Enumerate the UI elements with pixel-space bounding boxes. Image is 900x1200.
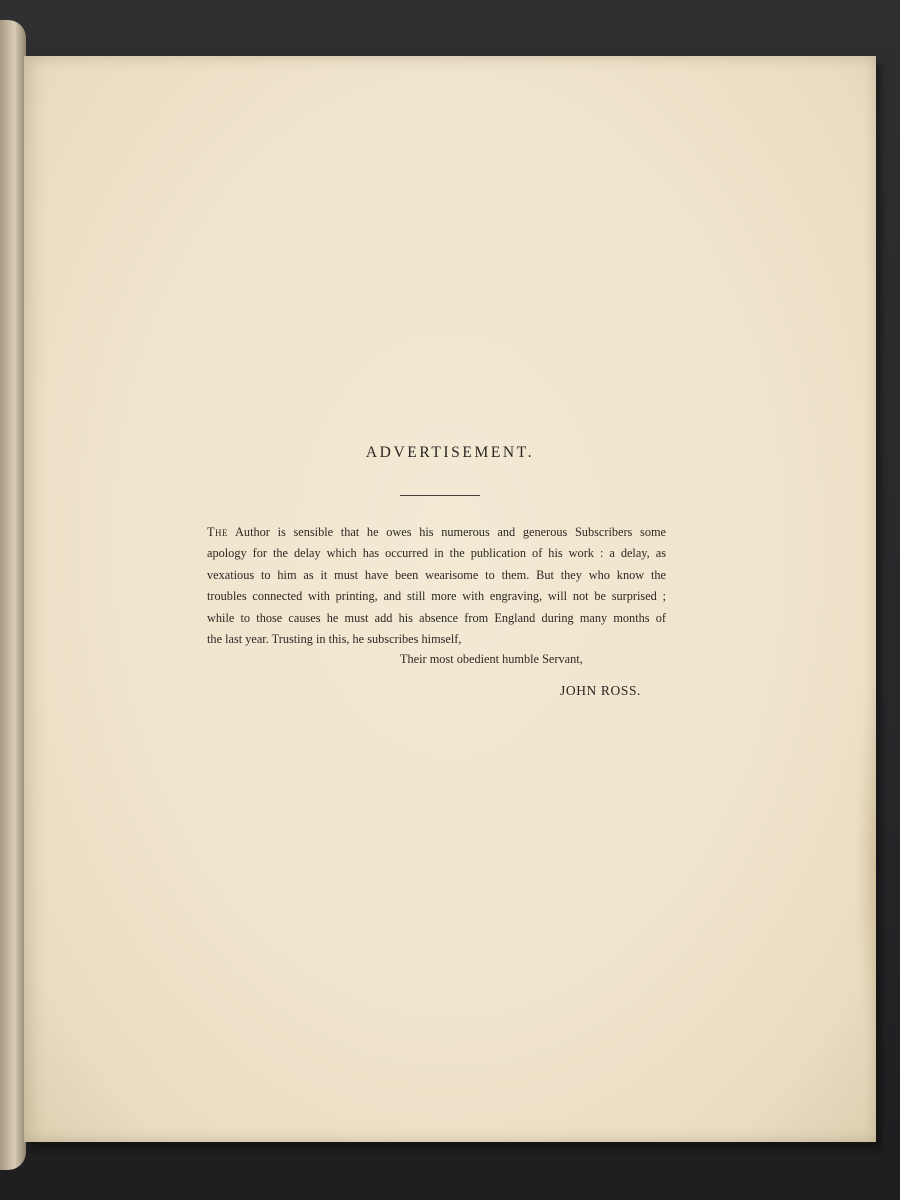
body-line: troubles connected with printing, and still more with engraving, will not be surprised ; [207,589,666,604]
author-signature: JOHN ROSS. [560,683,642,698]
page-heading: ADVERTISEMENT. [365,444,535,461]
left-page-edge [0,20,26,1170]
heading-rule [400,495,480,496]
body-line: the last year. Trusting in this, he subscribes himself, [207,632,462,647]
body-line: vexatious to him as it must have been wearisome to them. But they who know the [207,567,666,582]
page-foxing-stain [854,676,876,1056]
body-line: while to those causes he must add his absence from England during many months of [207,610,666,625]
body-line [207,522,666,543]
closing-salutation: Their most obedient humble Servant, [400,652,583,666]
body-paragraph [207,522,666,650]
book-page [24,56,876,1142]
lead-word: The [207,525,229,539]
body-line: apology for the delay which has occurred in the publication of his work : a delay, as [207,546,666,561]
body-line-text: Author is sensible that he owes his numerous and generous Subscribers some [235,525,666,539]
